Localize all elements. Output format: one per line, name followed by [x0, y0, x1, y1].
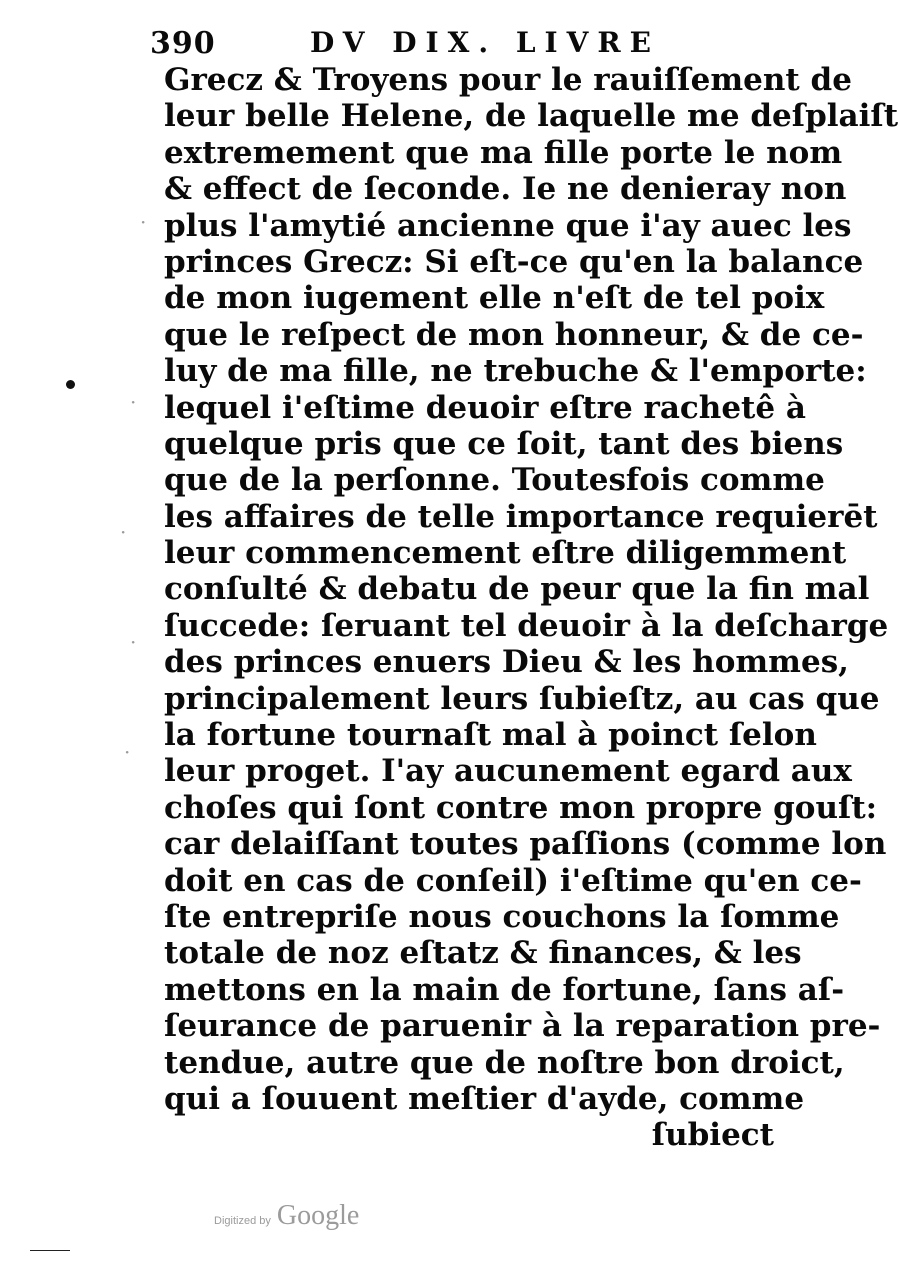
text-line: leur belle Helene, de laquelle me deſplaiſt [164, 98, 898, 135]
text-line: princes Grecz: Si eſt-ce qu'en la balance [164, 243, 864, 280]
text-line: ſuccede: ſeruant tel deuoir à la deſcharge [164, 607, 889, 644]
running-head [150, 20, 750, 64]
digitized-watermark [214, 1200, 359, 1240]
text-line: que le reſpect de mon honneur, & de ce- [164, 316, 864, 353]
text-line: principalement leurs ſubieſtz, au cas que [164, 680, 880, 717]
bleed-through-marks [100, 200, 160, 800]
watermark-prefix: Digitized by [214, 1215, 271, 1227]
text-line: doit en cas de conſeil) i'eſtime qu'en ce- [164, 862, 862, 899]
text-line: les affaires de telle importance requierēt [164, 498, 878, 535]
page-number: 390 [150, 26, 216, 61]
text-line: quelque pris que ce ſoit, tant des biens [164, 425, 844, 462]
catchword: ſubiect [651, 1117, 774, 1154]
text-line: ſte entrepriſe nous couchons la ſomme [164, 898, 840, 935]
text-line: plus l'amytié ancienne que i'ay auec les [164, 207, 852, 244]
bleed-mark: · [130, 390, 137, 414]
body-text [164, 62, 898, 1154]
text-line: des princes enuers Dieu & les hommes, [164, 644, 849, 681]
text-line: qui a ſouuent meſtier d'ayde, comme [164, 1080, 805, 1117]
text-line: extremement que ma fille porte le nom [164, 134, 843, 171]
bleed-mark: · [124, 740, 131, 764]
text-line: de mon iugement elle n'eſt de tel poix [164, 280, 825, 317]
text-line: car delaiſſant toutes paſſions (comme lon [164, 826, 887, 863]
text-line: Grecz & Troyens pour le rauiſſement de [164, 62, 852, 98]
bleed-mark: · [120, 520, 127, 544]
footer-rule [30, 1250, 70, 1251]
text-line: conſulté & debatu de peur que la fin mal [164, 571, 870, 608]
text-line: lequel i'eſtime deuoir eſtre rachetê à [164, 389, 806, 426]
text-line: la fortune tournaſt mal à poinct ſelon [164, 717, 817, 754]
text-line: choſes qui ſont contre mon propre gouſt: [164, 789, 878, 826]
watermark-brand: Google [276, 1200, 360, 1231]
text-line: & effect de ſeconde. Ie ne denieray non [164, 171, 847, 208]
text-line: ſeurance de paruenir à la reparation pre- [164, 1008, 881, 1045]
text-line: leur proget. I'ay aucunement egard aux [164, 753, 852, 790]
text-line: mettons en la main de fortune, ſans aſ- [164, 971, 845, 1008]
running-title: DV DIX. LIVRE [310, 26, 660, 59]
text-line: totale de noz eſtatz & finances, & les [164, 935, 802, 972]
text-line: tendue, autre que de noſtre bon droict, [164, 1044, 845, 1081]
margin-dot [66, 380, 75, 389]
text-line: que de la perſonne. Toutesfois comme [164, 462, 825, 499]
bleed-mark: · [140, 210, 147, 234]
text-line: leur commencement eſtre diligemment [164, 535, 847, 572]
text-line: luy de ma fille, ne trebuche & l'emporte: [164, 353, 867, 390]
bleed-mark: · [130, 630, 137, 654]
